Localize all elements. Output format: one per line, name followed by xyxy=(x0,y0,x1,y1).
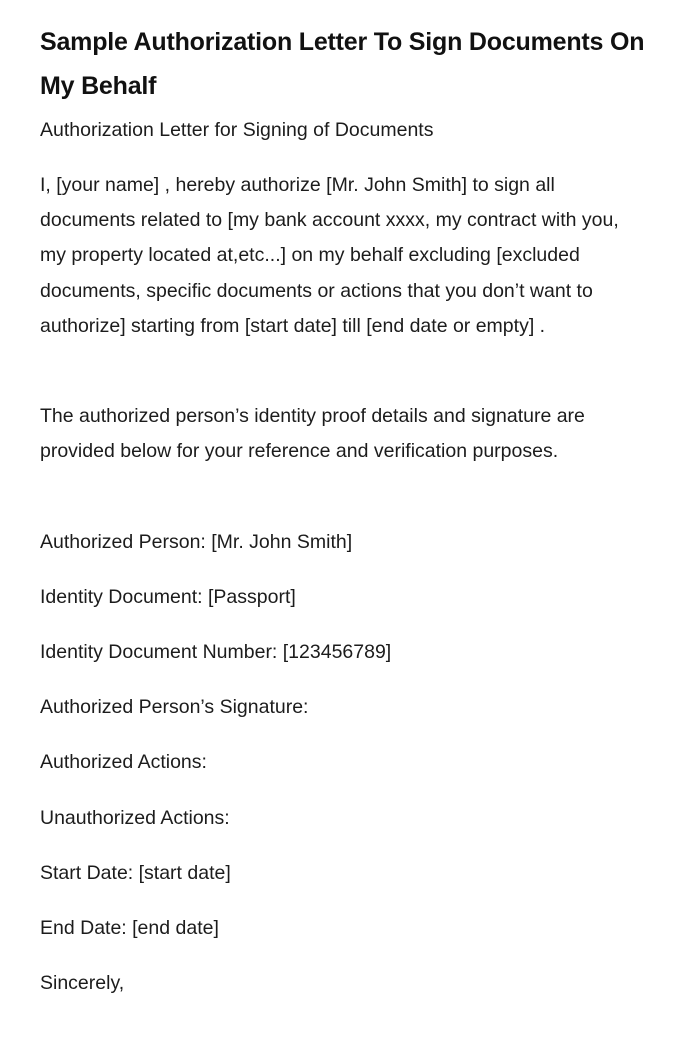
authorized-person-line: Authorized Person: [Mr. John Smith] xyxy=(40,531,353,553)
unauthorized-actions-line: Unauthorized Actions: xyxy=(40,807,230,829)
authorization-paragraph: I, [your name] , hereby authorize [Mr. John Smith] to sign all documents related to [my bank account xxxx, my contract with you, my property located at,etc...] on my behalf excluding [excluded documents, specific documents or actions that you don’t want to authorize] starting from [start date] till [end date or empty] . xyxy=(40,174,619,337)
closing-line: Sincerely, xyxy=(40,972,125,994)
start-date-line: Start Date: [start date] xyxy=(40,862,231,884)
letter-subtitle: Authorization Letter for Signing of Documents xyxy=(40,119,434,141)
signature-line: Authorized Person’s Signature: xyxy=(40,696,309,718)
end-date-line: End Date: [end date] xyxy=(40,917,219,939)
page-title: Sample Authorization Letter To Sign Documents On My Behalf xyxy=(40,28,645,100)
identity-document-line: Identity Document: [Passport] xyxy=(40,586,296,608)
identity-proof-paragraph: The authorized person’s identity proof details and signature are provided below for your reference and verification purposes. xyxy=(40,405,585,463)
authorized-actions-line: Authorized Actions: xyxy=(40,751,207,773)
identity-document-number-line: Identity Document Number: [123456789] xyxy=(40,641,392,663)
